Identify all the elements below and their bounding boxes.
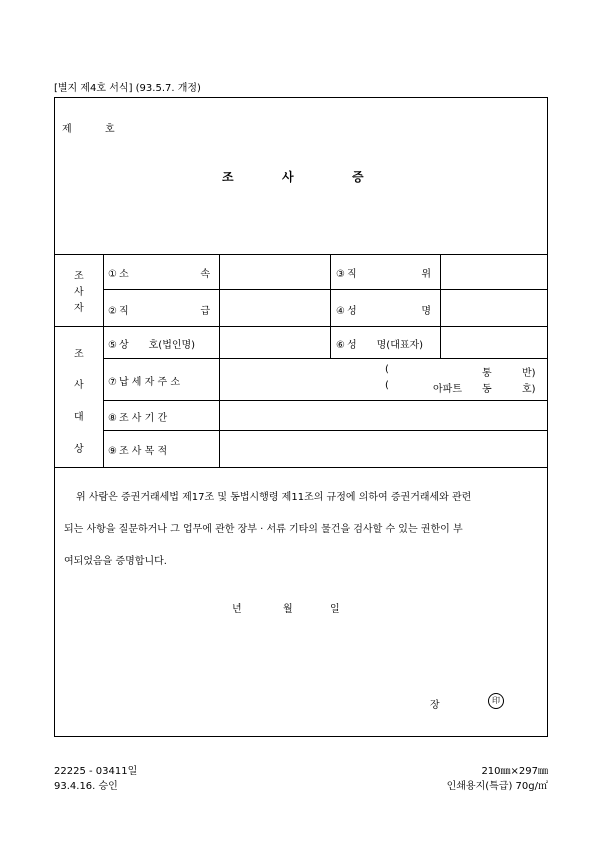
rule-subject-3	[103, 430, 548, 431]
field-name-char-2: 명	[421, 306, 431, 317]
field-representative-label	[336, 336, 423, 351]
rule-col-label	[219, 254, 220, 467]
date-month: 월	[283, 604, 293, 615]
field-company-num: ⑤	[108, 340, 117, 351]
doc-number-suffix: 호	[105, 124, 115, 135]
field-name-char-1: 성	[346, 306, 357, 317]
body-line-2: 되는 사항을 질문하거나 그 업무에 관한 장부 · 서류 기타의 물건을 검사할 수 있는 권한이 부	[64, 524, 463, 535]
field-affiliation-label	[108, 265, 210, 280]
investigator-label-1: 조	[74, 271, 84, 282]
date-year: 년	[232, 604, 242, 615]
address-line1-tong: 통	[482, 368, 492, 379]
field-grade-char-1: 직	[118, 306, 129, 317]
subject-label-3: 대	[74, 412, 84, 423]
field-grade-char-2: 급	[200, 306, 210, 317]
issuer-seal-text: 印	[492, 696, 500, 705]
rule-investigator-mid	[103, 289, 548, 290]
rule-table-bottom	[54, 467, 548, 468]
field-position-label	[336, 265, 431, 280]
address-line2-dong: 동	[482, 384, 492, 395]
field-period-text: 조 사 기 간	[118, 413, 168, 424]
rule-col-mid-1	[330, 254, 331, 358]
field-affiliation-char-2: 속	[200, 269, 210, 280]
field-affiliation-char-1: 소	[118, 269, 129, 280]
rule-subject-1	[103, 358, 548, 359]
field-position-char-1: 직	[346, 269, 357, 280]
subject-label-4: 상	[74, 444, 84, 455]
field-name-num: ④	[336, 306, 345, 317]
form-label: [별지 제4호 서식] (93.5.7. 개정)	[54, 83, 201, 94]
field-position-num: ③	[336, 269, 345, 280]
field-affiliation-num: ①	[108, 269, 117, 280]
field-position-char-2: 위	[421, 269, 431, 280]
field-address-label	[108, 373, 180, 388]
field-grade-num: ②	[108, 306, 117, 317]
field-grade-label	[108, 302, 210, 317]
field-purpose-label	[108, 442, 167, 457]
footer-size: 210㎜×297㎜	[481, 766, 548, 777]
address-line2-apt: 아파트	[433, 384, 462, 395]
address-line2-ho: 호)	[522, 384, 536, 395]
date-day: 일	[330, 604, 340, 615]
investigator-label-3: 자	[74, 303, 84, 314]
field-purpose-num: ⑨	[108, 446, 117, 457]
title-char-2: 사	[282, 170, 294, 184]
issuer-seal	[488, 693, 504, 709]
title-char-1: 조	[222, 170, 234, 184]
issuer-title: 장	[430, 700, 440, 711]
field-purpose-text: 조 사 목 적	[118, 446, 168, 457]
rule-investigator-bottom	[54, 326, 548, 327]
footer-code: 22225 - 03411일	[54, 766, 138, 777]
address-line1-ban: 반)	[522, 368, 536, 379]
field-name-label	[336, 302, 431, 317]
rule-col-section	[103, 254, 104, 467]
title-char-3: 증	[352, 170, 364, 184]
field-company-text: 상 호(법인명)	[118, 340, 196, 351]
rule-top-table	[54, 254, 548, 255]
body-line-1: 위 사람은 증권거래세법 제17조 및 동법시행령 제11조의 규정에 의하여 증권거래세와 관련	[76, 492, 472, 503]
subject-label-1: 조	[74, 349, 84, 360]
subject-label-2: 사	[74, 380, 84, 391]
body-line-3: 여되었음을 증명합니다.	[64, 556, 167, 567]
field-address-num: ⑦	[108, 377, 117, 388]
footer-approval: 93.4.16. 승인	[54, 781, 118, 792]
address-line1-open: (	[385, 364, 389, 375]
rule-subject-2	[103, 400, 548, 401]
field-representative-num: ⑥	[336, 340, 345, 351]
footer-paper: 인쇄용지(특급) 70g/㎡	[446, 781, 548, 792]
doc-number-prefix: 제	[62, 124, 72, 135]
field-company-label	[108, 336, 195, 351]
field-period-label	[108, 409, 167, 424]
address-line2-open: (	[385, 380, 389, 391]
investigator-label-2: 사	[74, 287, 84, 298]
field-representative-text: 성 명(대표자)	[346, 340, 424, 351]
rule-col-value-2	[440, 254, 441, 358]
field-address-text: 납 세 자 주 소	[118, 377, 180, 388]
field-period-num: ⑧	[108, 413, 117, 424]
